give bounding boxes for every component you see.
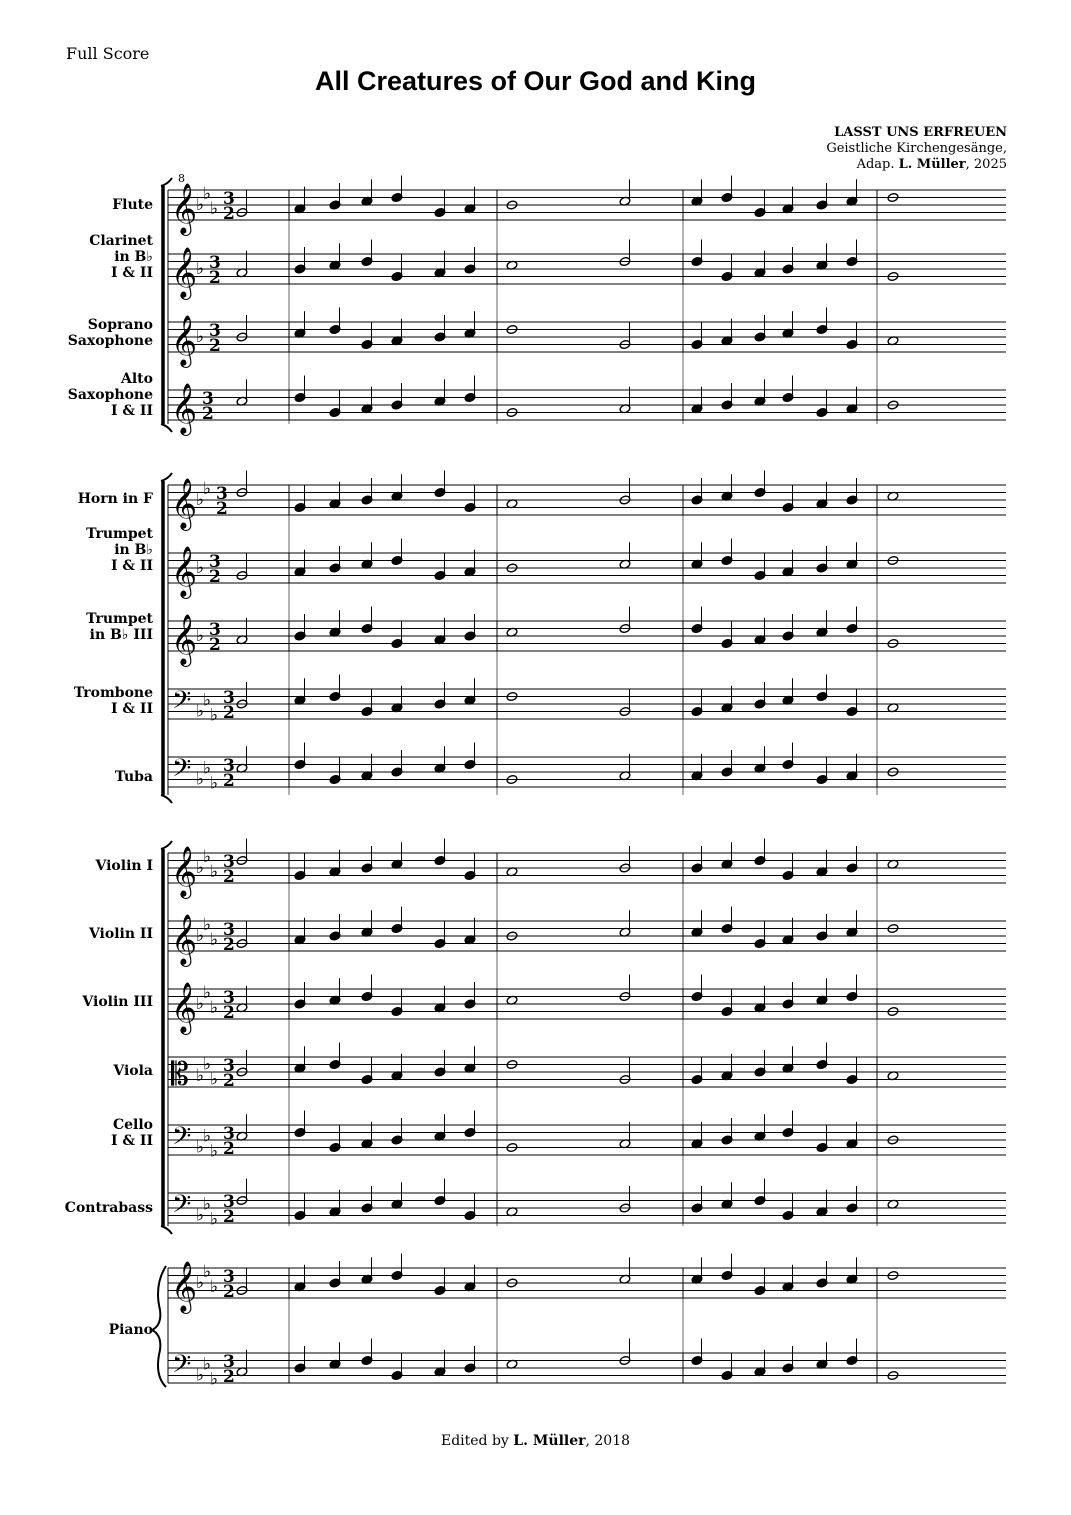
instrument-label-line: Clarinet [89, 233, 153, 249]
instrument-label-piano [109, 1322, 153, 1338]
time-signature-denominator: 2 [223, 1071, 235, 1091]
instrument-label-line: Tuba [114, 769, 153, 785]
time-signature-numerator: 3 [223, 688, 235, 708]
treble-clef-icon: 𝄞 [171, 1261, 198, 1312]
full-score-label: Full Score [66, 44, 150, 63]
treble-clef-icon: 𝄞 [171, 247, 198, 298]
time-signature-numerator: 3 [209, 620, 221, 640]
instrument-label-line: in B♭ [114, 249, 153, 265]
instrument-label-line: I & II [110, 701, 153, 717]
instrument-label-clarinet [89, 233, 153, 281]
time-signature-numerator: 3 [209, 552, 221, 572]
time-signature-denominator: 2 [209, 567, 221, 587]
instrument-label-contrabass [65, 1200, 153, 1216]
time-signature-numerator: 3 [216, 484, 228, 504]
flat-icon: ♭ [196, 195, 205, 215]
flat-icon: ♭ [210, 198, 219, 219]
flat-icon: ♭ [203, 1054, 212, 1075]
flat-icon: ♭ [203, 183, 212, 204]
strings-bracket-bottom [161, 1226, 172, 1234]
ottava-mark: 8 [178, 172, 185, 185]
flat-icon: ♭ [203, 478, 212, 499]
time-signature-numerator: 3 [209, 321, 221, 341]
treble-clef-icon: 𝄞 [171, 846, 198, 897]
time-signature-numerator: 3 [223, 1352, 235, 1372]
flat-icon: ♭ [210, 929, 219, 950]
instrument-label-line: Trumpet [86, 611, 153, 627]
flat-icon: ♭ [210, 1209, 219, 1230]
flat-icon: ♭ [196, 858, 205, 878]
instrument-label-line: Viola [113, 1063, 153, 1079]
flat-icon: ♭ [196, 1137, 205, 1158]
flat-icon: ♭ [196, 1065, 205, 1086]
time-signature-numerator: 3 [223, 852, 235, 872]
instrument-label-line: Trumpet [86, 526, 153, 542]
flat-icon: ♭ [210, 705, 219, 726]
time-signature-denominator: 2 [223, 1207, 235, 1227]
flat-icon: ♭ [210, 773, 219, 794]
time-signature-denominator: 2 [209, 268, 221, 288]
time-signature-denominator: 2 [209, 635, 221, 655]
time-signature-numerator: 3 [209, 253, 221, 273]
page-title: All Creatures of Our God and King [314, 66, 757, 96]
time-signature-denominator: 2 [223, 1139, 235, 1159]
treble-clef-icon: 𝄞 [171, 383, 198, 434]
bass-clef-icon: 𝄢 [172, 1122, 192, 1157]
instrument-label-line: Horn in F [77, 491, 153, 507]
flat-icon: ♭ [210, 1069, 219, 1090]
flat-icon: ♭ [196, 327, 205, 347]
footer-prefix: Edited by [440, 1433, 514, 1449]
instrument-label-line: Cello [112, 1117, 153, 1133]
instrument-label-trumpet-1-2 [86, 526, 153, 574]
instrument-label-violin-1 [95, 858, 153, 874]
instrument-label-line: Violin III [82, 994, 153, 1010]
instrument-label-line: I & II [110, 403, 153, 419]
instrument-label-line: Trombone [73, 685, 153, 701]
instrument-label-line: I & II [110, 1133, 153, 1149]
bass-clef-icon: 𝄢 [172, 754, 192, 789]
tune-name: LASST UNS ERFREUEN [834, 125, 1007, 140]
treble-clef-icon: 𝄞 [171, 914, 198, 965]
source-credit: Geistliche Kirchengesänge, [826, 141, 1007, 156]
flat-icon: ♭ [210, 1369, 219, 1390]
instrument-label-line: Violin I [95, 858, 153, 874]
flat-icon: ♭ [196, 1365, 205, 1386]
instrument-label-trumpet-3 [86, 611, 153, 643]
instrument-label-horn [78, 491, 153, 507]
instrument-label-trombone [74, 685, 153, 717]
treble-clef-icon: 𝄞 [171, 546, 198, 597]
instrument-label-flute [112, 197, 153, 213]
instrument-label-line: Saxophone [67, 333, 153, 349]
flat-icon: ♭ [210, 1276, 219, 1297]
flat-icon: ♭ [203, 1261, 212, 1282]
time-signature-numerator: 3 [223, 988, 235, 1008]
bass-clef-icon: 𝄢 [172, 686, 192, 721]
instrument-label-soprano-sax [68, 317, 153, 349]
flat-icon: ♭ [196, 769, 205, 790]
flat-icon: ♭ [203, 690, 212, 711]
alto-clef-icon: 𝄡 [171, 1055, 189, 1093]
bass-clef-icon: 𝄢 [172, 1190, 192, 1225]
instrument-label-cello [111, 1117, 153, 1149]
instrument-label-line: Violin II [88, 926, 153, 942]
flat-icon: ♭ [203, 846, 212, 867]
instrument-label-violin-3 [82, 994, 153, 1010]
instrument-label-line: in B♭ III [89, 627, 153, 643]
instrument-label-line: Piano [108, 1322, 153, 1338]
footer-name: L. Müller [513, 1433, 586, 1449]
flat-icon: ♭ [210, 1141, 219, 1162]
flat-icon: ♭ [196, 626, 205, 646]
arranger-year: , 2025 [965, 157, 1007, 172]
time-signature-numerator: 3 [202, 389, 214, 409]
instrument-label-line: I & II [110, 265, 153, 281]
flat-icon: ♭ [196, 926, 205, 946]
treble-clef-icon: 𝄞 [171, 183, 198, 234]
time-signature-denominator: 2 [223, 771, 235, 791]
time-signature-denominator: 2 [202, 404, 214, 424]
instrument-label-line: Alto [121, 371, 153, 387]
instrument-label-line: I & II [110, 558, 153, 574]
time-signature-numerator: 3 [223, 1192, 235, 1212]
instrument-label-tuba [115, 769, 153, 785]
time-signature-numerator: 3 [223, 1267, 235, 1287]
flat-icon: ♭ [203, 1194, 212, 1215]
brass-bracket-bottom [161, 795, 172, 803]
time-signature-denominator: 2 [223, 703, 235, 723]
piano-brace-icon [152, 1266, 166, 1387]
time-signature-denominator: 2 [223, 1282, 235, 1302]
treble-clef-icon: 𝄞 [171, 315, 198, 366]
flat-icon: ♭ [196, 490, 205, 510]
arranger-name: L. Müller [898, 157, 966, 172]
instrument-label-line: Saxophone [67, 387, 153, 403]
instrument-label-line: Contrabass [64, 1200, 153, 1216]
flat-icon: ♭ [203, 1354, 212, 1375]
time-signature-denominator: 2 [223, 1003, 235, 1023]
instrument-label-line: Flute [112, 197, 153, 213]
time-signature-numerator: 3 [223, 1056, 235, 1076]
adap-prefix: Adap. [856, 157, 899, 172]
flat-icon: ♭ [203, 1126, 212, 1147]
flat-icon: ♭ [203, 758, 212, 779]
bass-clef-icon: 𝄢 [172, 1350, 192, 1385]
flat-icon: ♭ [196, 994, 205, 1014]
time-signature-numerator: 3 [223, 920, 235, 940]
treble-clef-icon: 𝄞 [171, 478, 198, 529]
time-signature-numerator: 3 [223, 756, 235, 776]
flat-icon: ♭ [203, 914, 212, 935]
time-signature-denominator: 2 [223, 867, 235, 887]
footer-credit [0, 1433, 1071, 1449]
time-signature-denominator: 2 [216, 499, 228, 519]
treble-clef-icon: 𝄞 [171, 982, 198, 1033]
flat-icon: ♭ [196, 259, 205, 279]
flat-icon: ♭ [196, 701, 205, 722]
flat-icon: ♭ [196, 1273, 205, 1293]
instrument-label-violin-2 [89, 926, 153, 942]
flat-icon: ♭ [203, 982, 212, 1003]
flat-icon: ♭ [210, 997, 219, 1018]
instrument-label-viola [113, 1063, 153, 1079]
instrument-label-line: in B♭ [114, 542, 153, 558]
flat-icon: ♭ [196, 558, 205, 578]
time-signature-numerator: 3 [223, 189, 235, 209]
time-signature-numerator: 3 [223, 1124, 235, 1144]
instrument-label-alto-sax [68, 371, 153, 419]
footer-year: , 2018 [585, 1433, 631, 1449]
time-signature-denominator: 2 [223, 935, 235, 955]
time-signature-denominator: 2 [223, 1367, 235, 1387]
treble-clef-icon: 𝄞 [171, 614, 198, 665]
time-signature-denominator: 2 [209, 336, 221, 356]
flat-icon: ♭ [196, 1205, 205, 1226]
time-signature-denominator: 2 [223, 204, 235, 224]
instrument-label-line: Soprano [87, 317, 153, 333]
flat-icon: ♭ [210, 861, 219, 882]
